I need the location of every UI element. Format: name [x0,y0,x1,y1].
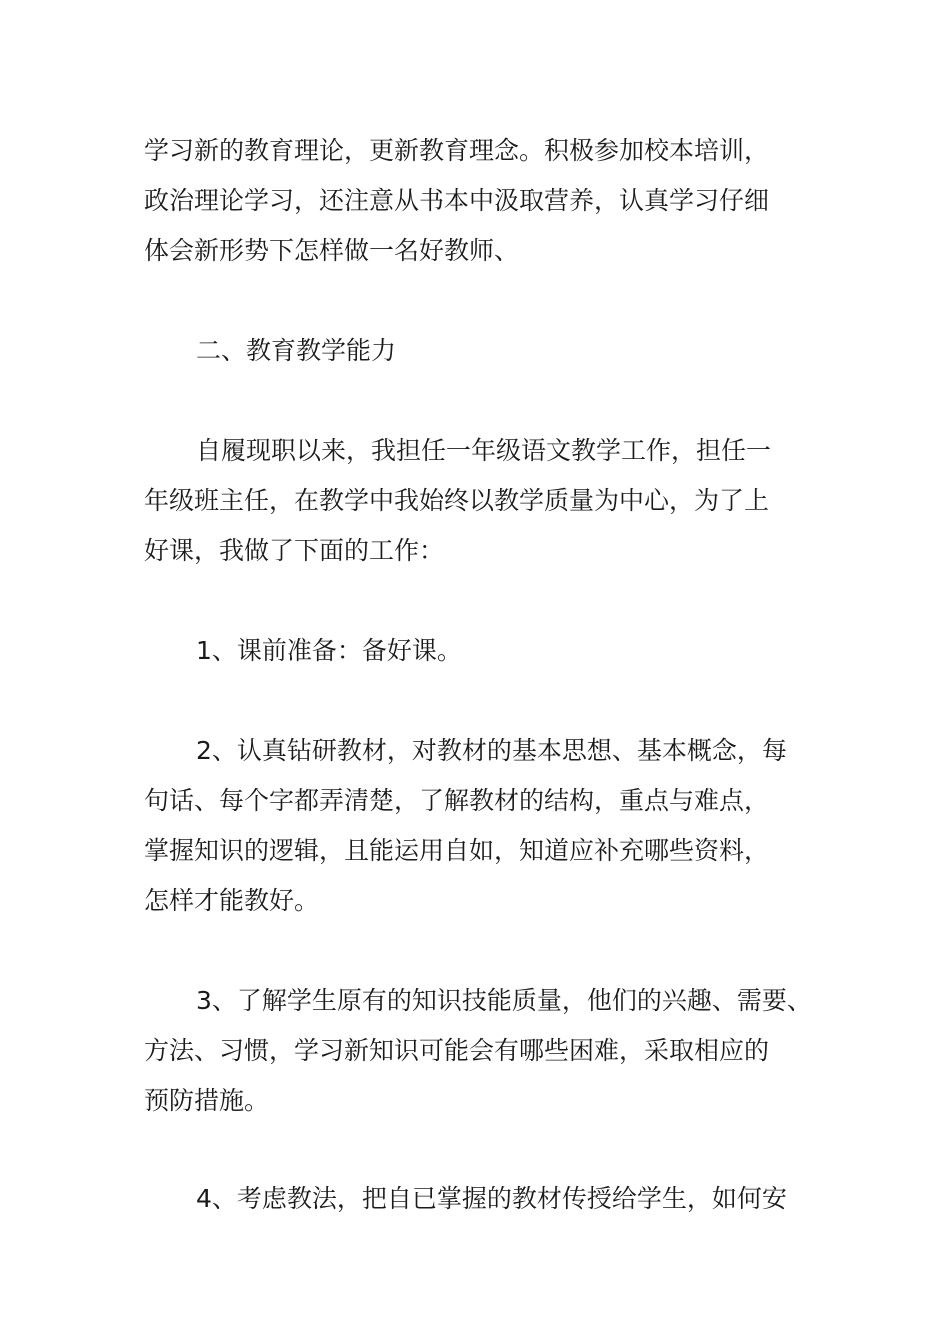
list-item-4 [144,1174,824,1224]
paragraph-study-theory [144,126,824,276]
paragraph-line: 4、考虑教法，把自已掌握的教材传授给学生，如何安 [196,1184,787,1213]
paragraph-line: 预防措施。 [144,1086,270,1115]
paragraph-line: 3、了解学生原有的知识技能质量，他们的兴趣、需要、 [196,986,812,1015]
paragraph-line: 学习新的教育理论，更新教育理念。积极参加校本培训， [144,136,770,165]
paragraph-line: 年级班主任，在教学中我始终以教学质量为中心，为了上 [144,486,770,515]
paragraph-line: 1、课前准备：备好课。 [196,636,462,665]
paragraph-line: 政治理论学习，还注意从书本中汲取营养，认真学习仔细 [144,186,770,215]
paragraph-line: 怎样才能教好。 [144,886,320,915]
section-heading-text: 二、教育教学能力 [196,336,397,365]
paragraph-line: 2、认真钻研教材，对教材的基本思想、基本概念，每 [196,736,787,765]
paragraph-line: 掌握知识的逻辑，且能运用自如，知道应补充哪些资料， [144,836,770,865]
list-item-1 [144,626,824,676]
paragraph-intro-work [144,426,824,576]
list-item-2 [144,726,824,926]
section-heading-teaching-ability [144,326,824,376]
paragraph-line: 句话、每个字都弄清楚，了解教材的结构，重点与难点， [144,786,770,815]
paragraph-line: 好课，我做了下面的工作： [144,536,445,565]
paragraph-line: 方法、习惯，学习新知识可能会有哪些困难，采取相应的 [144,1036,770,1065]
list-item-3 [144,976,824,1126]
paragraph-line: 体会新形势下怎样做一名好教师、 [144,236,520,265]
paragraph-line: 自履现职以来，我担任一年级语文教学工作，担任一 [196,436,772,465]
